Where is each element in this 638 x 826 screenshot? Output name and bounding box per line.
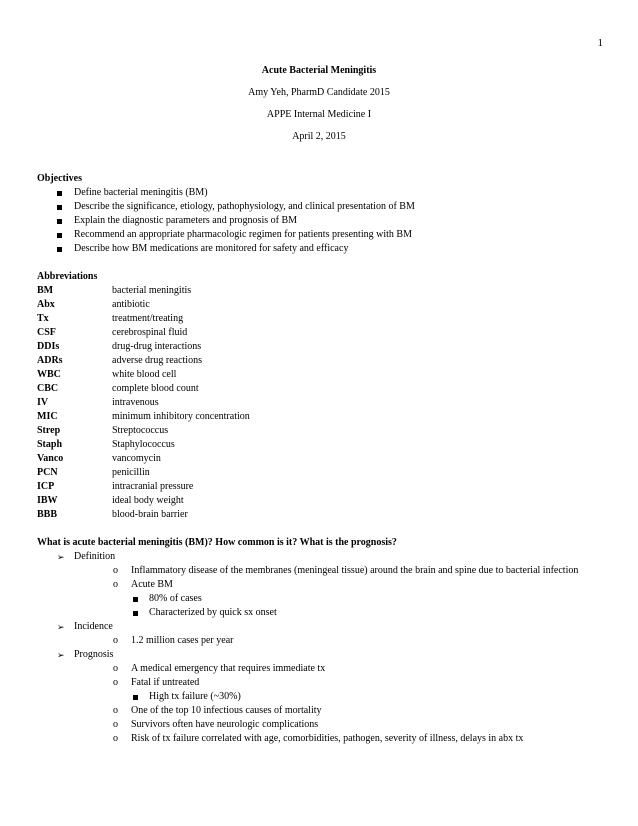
outline-text: Survivors often have neurologic complications: [131, 719, 319, 730]
objective-text: Explain the diagnostic parameters and prognosis of BM: [74, 215, 298, 226]
square-bullet-icon: [133, 597, 138, 602]
abbreviation-row: [37, 410, 607, 424]
abbreviation-term: WBC: [37, 369, 61, 380]
outline-subsubitem: [37, 592, 607, 606]
outline-subitem: [37, 704, 607, 718]
arrow-bullet-icon: ➢: [57, 552, 65, 562]
abbreviation-row: [37, 396, 607, 410]
date-line: April 2, 2015: [292, 131, 346, 142]
document-header: [0, 64, 638, 152]
outline-text: Risk of tx failure correlated with age, comorbidities, pathogen, severity of illness, delays in abx tx: [131, 733, 524, 744]
abbreviation-definition: ideal body weight: [112, 495, 184, 506]
abbreviation-row: [37, 508, 607, 522]
page-number: 1: [597, 37, 603, 49]
objective-item: [37, 200, 607, 214]
abbreviation-definition: Streptococcus: [112, 425, 169, 436]
abbreviation-term: IBW: [37, 495, 58, 506]
outline-text: Inflammatory disease of the membranes (meningeal tissue) around the brain and spine due to bacterial infection: [131, 565, 579, 576]
objective-text: Describe how BM medications are monitored for safety and efficacy: [74, 243, 349, 254]
abbreviation-definition: treatment/treating: [112, 313, 184, 324]
outline-text: Acute BM: [131, 579, 173, 590]
abbreviation-term: PCN: [37, 467, 58, 478]
square-bullet-icon: [57, 219, 62, 224]
objective-item: [37, 242, 607, 256]
objectives-heading: Objectives: [37, 173, 82, 184]
abbreviation-definition: antibiotic: [112, 299, 150, 310]
abbreviation-definition: Staphylococcus: [112, 439, 175, 450]
abbreviation-term: Strep: [37, 425, 61, 436]
circle-bullet-icon: o: [113, 635, 118, 646]
abbreviation-term: DDIs: [37, 341, 60, 352]
abbreviation-row: [37, 452, 607, 466]
abbreviation-definition: adverse drug reactions: [112, 355, 202, 366]
outline-text: A medical emergency that requires immediate tx: [131, 663, 326, 674]
abbreviation-row: [37, 354, 607, 368]
abbreviation-definition: blood-brain barrier: [112, 509, 188, 520]
abbreviation-row: [37, 480, 607, 494]
abbreviation-row: [37, 438, 607, 452]
arrow-bullet-icon: ➢: [57, 622, 65, 632]
outline-subitem: [37, 676, 607, 690]
abbreviation-definition: cerebrospinal fluid: [112, 327, 188, 338]
abbreviation-term: ADRs: [37, 355, 63, 366]
author-line: Amy Yeh, PharmD Candidate 2015: [248, 87, 390, 98]
circle-bullet-icon: o: [113, 705, 118, 716]
abbreviation-term: CBC: [37, 383, 59, 394]
question-outline: [37, 550, 607, 746]
abbreviation-row: [37, 368, 607, 382]
square-bullet-icon: [133, 611, 138, 616]
outline-text: 1.2 million cases per year: [131, 635, 234, 646]
outline-text: One of the top 10 infectious causes of mortality: [131, 705, 322, 716]
square-bullet-icon: [57, 233, 62, 238]
document-title: Acute Bacterial Meningitis: [261, 65, 377, 76]
abbreviation-definition: intravenous: [112, 397, 159, 408]
outline-subitem: [37, 634, 607, 648]
abbreviation-definition: vancomycin: [112, 453, 161, 464]
abbreviation-definition: drug-drug interactions: [112, 341, 202, 352]
abbreviation-definition: white blood cell: [112, 369, 177, 380]
abbreviation-row: [37, 466, 607, 480]
outline-label: Definition: [74, 551, 116, 562]
objectives-list: [37, 186, 607, 256]
square-bullet-icon: [133, 695, 138, 700]
abbreviation-term: BM: [37, 285, 54, 296]
abbreviation-row: [37, 382, 607, 396]
circle-bullet-icon: o: [113, 733, 118, 744]
abbreviation-row: [37, 326, 607, 340]
objective-text: Define bacterial meningitis (BM): [74, 187, 208, 198]
abbreviation-definition: bacterial meningitis: [112, 285, 192, 296]
square-bullet-icon: [57, 205, 62, 210]
objective-item: [37, 186, 607, 200]
abbreviation-row: [37, 340, 607, 354]
abbreviation-term: IV: [37, 397, 49, 408]
square-bullet-icon: [57, 247, 62, 252]
abbreviation-definition: complete blood count: [112, 383, 199, 394]
abbreviations-heading: Abbreviations: [37, 271, 98, 282]
outline-subsubitem: [37, 606, 607, 620]
abbreviation-term: Tx: [37, 313, 49, 324]
abbreviation-term: Vanco: [37, 453, 64, 464]
abbreviation-row: [37, 312, 607, 326]
abbreviation-definition: minimum inhibitory concentration: [112, 411, 250, 422]
objective-text: Recommend an appropriate pharmacologic regimen for patients presenting with BM: [74, 229, 412, 240]
arrow-bullet-icon: ➢: [57, 650, 65, 660]
outline-subitem: [37, 564, 607, 578]
circle-bullet-icon: o: [113, 719, 118, 730]
outline-label: Prognosis: [74, 649, 114, 660]
abbreviations-list: [37, 284, 607, 522]
abbreviation-row: [37, 424, 607, 438]
square-bullet-icon: [57, 191, 62, 196]
outline-subitem: [37, 662, 607, 676]
outline-subitem: [37, 732, 607, 746]
outline-label: Incidence: [74, 621, 113, 632]
outline-subsubitem: [37, 690, 607, 704]
abbreviation-term: Abx: [37, 299, 55, 310]
objective-text: Describe the significance, etiology, pathophysiology, and clinical presentation of BM: [74, 201, 415, 212]
outline-text: High tx failure (~30%): [149, 691, 241, 702]
abbreviation-definition: penicillin: [112, 467, 150, 478]
abbreviation-term: ICP: [37, 481, 55, 492]
circle-bullet-icon: o: [113, 663, 118, 674]
outline-item-incidence: [37, 620, 607, 634]
outline-item-definition: [37, 550, 607, 564]
abbreviation-term: CSF: [37, 327, 56, 338]
outline-text: 80% of cases: [149, 593, 202, 604]
outline-text: Characterized by quick sx onset: [149, 607, 277, 618]
abbreviation-row: [37, 284, 607, 298]
circle-bullet-icon: o: [113, 579, 118, 590]
objective-item: [37, 214, 607, 228]
outline-subitem: [37, 718, 607, 732]
abbreviation-term: MIC: [37, 411, 58, 422]
question-heading: What is acute bacterial meningitis (BM)? How common is it? What is the prognosis?: [37, 537, 397, 548]
course-line: APPE Internal Medicine I: [266, 109, 372, 120]
outline-text: Fatal if untreated: [131, 677, 200, 688]
abbreviation-term: Staph: [37, 439, 63, 450]
document-body: [37, 172, 607, 746]
abbreviation-row: [37, 298, 607, 312]
outline-subitem: [37, 578, 607, 592]
circle-bullet-icon: o: [113, 565, 118, 576]
abbreviation-definition: intracranial pressure: [112, 481, 194, 492]
outline-item-prognosis: [37, 648, 607, 662]
objective-item: [37, 228, 607, 242]
abbreviation-row: [37, 494, 607, 508]
circle-bullet-icon: o: [113, 677, 118, 688]
abbreviation-term: BBB: [37, 509, 58, 520]
